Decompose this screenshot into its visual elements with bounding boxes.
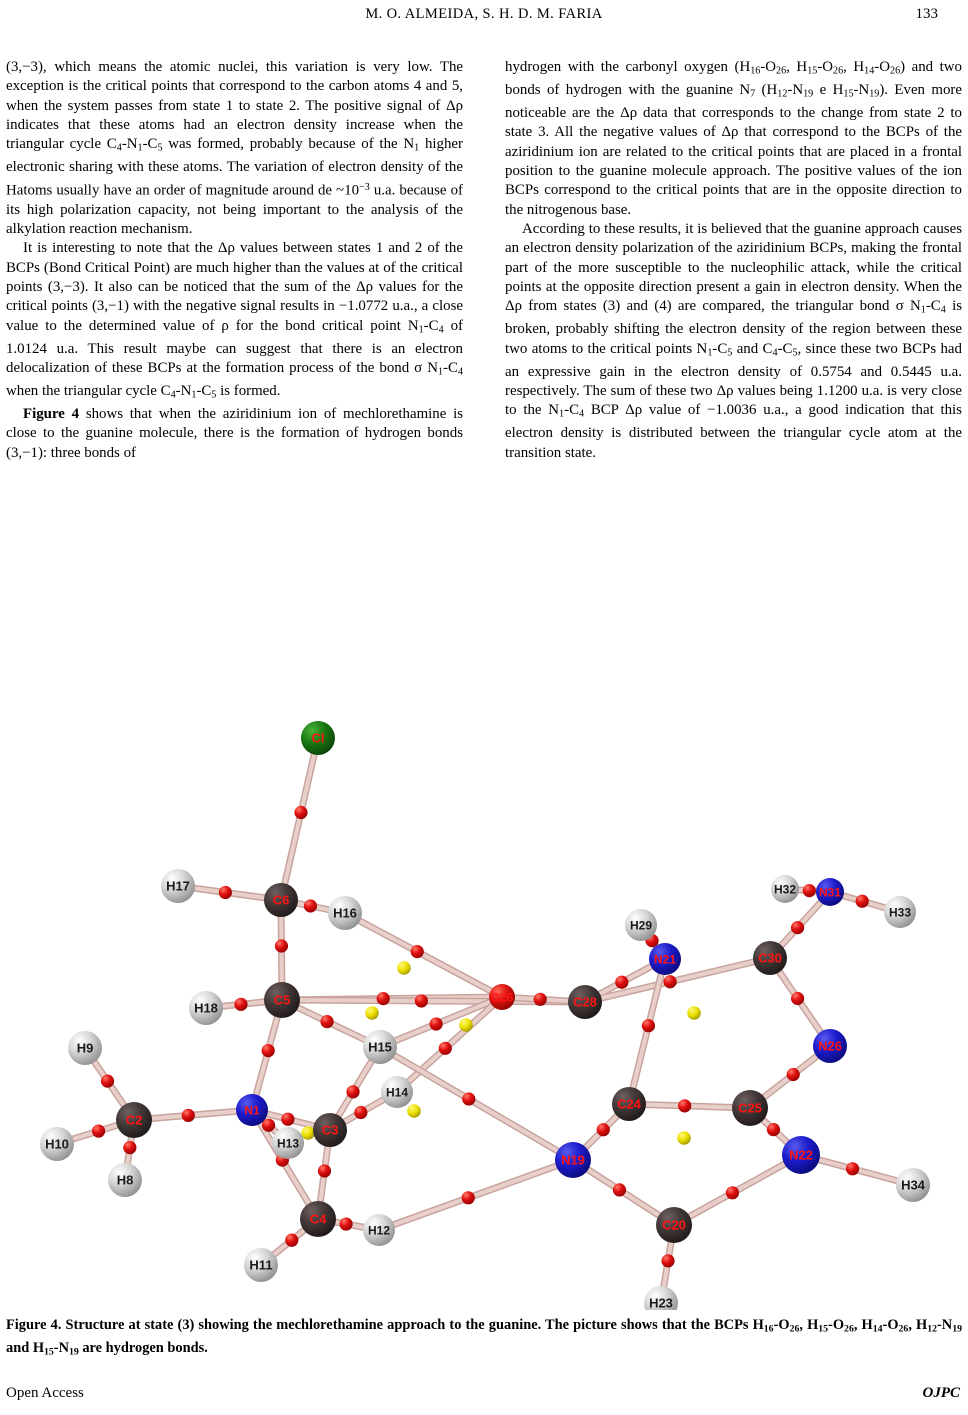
atom-label: C20 — [662, 1217, 686, 1233]
atom-label: H10 — [45, 1136, 69, 1152]
paragraph-2: It is interesting to note that the Δρ values between states 1 and 2 of the BCPs (Bond Critical Point) are much higher than the values at of the critical points (3,−3). It also can be noticed that the sum of the Δρ values for the critical points (3,−1) with the negative signal results in −1.0772 u.a., a close value to the determined value of ρ for the bond critical point $N_1-C_4$ of 1.0124 u.a. This result maybe can suggest that there is an electron delocalization of these BCPs at the formation process of the bond σ $N_1-C_4$ when the triangular cycle $C_4-N_1-C_5$ is formed. — [6, 240, 463, 401]
bond-critical-point — [411, 945, 424, 958]
atom-H18 — [189, 991, 223, 1025]
bond-critical-point — [439, 1042, 452, 1055]
atom-label: N21 — [653, 952, 677, 967]
atom-H13 — [272, 1127, 304, 1159]
atom-H12 — [363, 1214, 395, 1246]
running-head — [0, 2, 968, 32]
atom-label: N19 — [561, 1152, 585, 1168]
atom-label: H32 — [773, 882, 797, 897]
atom-label: N1 — [244, 1103, 260, 1118]
atom-N1 — [236, 1094, 268, 1126]
atom-N26 — [813, 1029, 847, 1063]
running-title: M. O. ALMEIDA, S. H. D. M. FARIA — [365, 6, 603, 22]
figure-4-molecular-structure — [0, 700, 968, 1310]
atom-C5 — [264, 982, 300, 1018]
bond-critical-point — [846, 1162, 859, 1175]
bond-critical-point — [462, 1092, 475, 1105]
atom-label: H18 — [194, 1000, 218, 1016]
atom-label: C3 — [321, 1122, 339, 1138]
atom-label: C6 — [272, 892, 290, 908]
atom-label: H33 — [888, 905, 912, 920]
bond-critical-point — [415, 994, 428, 1007]
bond-critical-point — [430, 1017, 443, 1030]
ring-critical-point — [301, 1126, 315, 1140]
bond-critical-point — [767, 1123, 780, 1136]
molecule-canvas — [0, 700, 968, 1310]
bond-layer — [57, 738, 913, 1303]
bond-critical-point — [262, 1044, 275, 1057]
ring-critical-point — [407, 1104, 421, 1118]
atom-label: H11 — [249, 1257, 273, 1273]
atom-label: H34 — [901, 1177, 925, 1193]
atom-H11 — [244, 1248, 278, 1282]
atom-C24 — [612, 1087, 646, 1121]
paragraph-3: Figure 4 shows that when the aziridinium ion of mechlorethamine is close to the guanine molecule, there is the formation of hydrogen bonds (3,−1): three bonds of — [6, 405, 464, 461]
atom-N21 — [649, 943, 681, 975]
bond-critical-point — [318, 1164, 331, 1177]
atom-label: H8 — [116, 1172, 134, 1188]
bond-highlight — [281, 738, 318, 900]
bond-critical-point — [462, 1191, 475, 1204]
bond-highlight — [379, 1160, 573, 1230]
page-number: 133 — [915, 6, 938, 22]
atom-C2 — [116, 1102, 152, 1138]
atom-label: C5 — [273, 992, 291, 1008]
bond-critical-point — [320, 1015, 333, 1028]
bond-critical-point-layer — [92, 806, 869, 1268]
bond-critical-point — [664, 975, 677, 988]
atom-N22 — [782, 1136, 820, 1174]
bond-critical-point — [285, 1234, 298, 1247]
atom-C3 — [313, 1113, 347, 1147]
bond-critical-point — [642, 1019, 655, 1032]
atom-O26 — [489, 984, 515, 1010]
atom-label: N31 — [818, 885, 842, 900]
figure-caption: Figure 4. Structure at state (3) showing the mechlorethamine approach to the guanine. The picture shows that the BCPs $H_{16}-O_{26}$, $H_{15}-O_{26}$, $H_{14}-O_{26}$, $H_{12}-N_{19}$ and $H_{15}-N_{19}$ are hydrogen bonds. — [6, 1317, 962, 1358]
body-text-left-column — [6, 58, 463, 463]
bond-critical-point — [534, 993, 547, 1006]
bond-critical-point — [856, 895, 869, 908]
page-footer — [0, 1385, 968, 1411]
atom-label: C2 — [125, 1112, 143, 1128]
ring-critical-point — [677, 1131, 691, 1145]
atom-C28 — [568, 985, 602, 1019]
bond-critical-point — [219, 886, 232, 899]
bond-critical-point — [678, 1099, 691, 1112]
atom-label: H16 — [333, 905, 357, 921]
atom-label: H14 — [385, 1085, 409, 1100]
atom-H16 — [328, 896, 362, 930]
atom-C20 — [656, 1207, 692, 1243]
paragraph-4: hydrogen with the carbonyl oxygen ($H_{16}-O_{26}$, $H_{15}-O_{26}$, $H_{14}-O_{26}$) and two bonds of hydrogen with the guanine $N_7$ ($H_{12}-N_{19}$ e $H_{15}-N_{19}$). Even more noticeable are the Δρ data that corresponds to the change from state 2 to state 3. All the negative values of Δρ that correspond to the BCPs of the aziridinium ion are related to the critical points that are placed in a frontal position to the guanine molecule approach. The positive values of the ion BCPs correspond to the critical points that are in the opposite direction to the nitrogenous base. — [505, 59, 962, 218]
bond-critical-point — [123, 1141, 136, 1154]
bond-critical-point — [281, 1113, 294, 1126]
bond-critical-point — [726, 1186, 739, 1199]
atom-H23 — [644, 1286, 678, 1310]
bond-critical-point — [92, 1124, 105, 1137]
ring-critical-point — [397, 961, 411, 975]
paragraph-1: (3,−3), which means the atomic nuclei, this variation is very low. The exception is the critical points that correspond to the carbon atoms 4 and 5, when the system passes from state 1 to state 2. The positive signal of Δρ indicates that these atoms had an electron density increase when the triangular cycle $C_4-N_1-C_5$ was formed, probably because of the $N_1$ higher electronic sharing with these atoms. The variation of electron density of the Hatoms usually have an order of magnitude around de $\sim 10^{-3}$ u.a. because of its high polarization capacity, not being important to the analysis of the alkylation reaction mechanism. — [6, 59, 464, 237]
bond-critical-point — [377, 992, 390, 1005]
bond-critical-point — [615, 976, 628, 989]
atom-label: N26 — [818, 1038, 842, 1054]
atom-H32 — [771, 875, 799, 903]
bond-critical-point — [354, 1106, 367, 1119]
atom-H34 — [896, 1168, 930, 1202]
bond-critical-point — [275, 939, 288, 952]
bond-critical-point — [791, 992, 804, 1005]
atom-N19 — [555, 1142, 591, 1178]
atom-label: H17 — [166, 878, 190, 894]
atom-N31 — [816, 878, 844, 906]
atom-label: H9 — [76, 1040, 94, 1056]
bond-critical-point — [613, 1183, 626, 1196]
atom-label: H13 — [276, 1136, 300, 1151]
atom-H29 — [625, 909, 657, 941]
bond-critical-point — [346, 1085, 359, 1098]
ring-critical-point — [687, 1006, 701, 1020]
atom-label: C4 — [309, 1211, 327, 1227]
atom-label: C28 — [573, 994, 597, 1010]
figure-reference: Figure 4 — [23, 405, 80, 422]
bond-critical-point — [182, 1109, 195, 1122]
ring-critical-point — [459, 1018, 473, 1032]
bond-critical-point — [294, 806, 307, 819]
bond-critical-point — [234, 998, 247, 1011]
atom-H14 — [381, 1076, 413, 1108]
atom-Cl7 — [301, 721, 335, 755]
atom-label: H23 — [649, 1295, 673, 1310]
bond-critical-point — [101, 1075, 114, 1088]
atom-C4 — [300, 1201, 336, 1237]
bond-critical-point — [304, 899, 317, 912]
atom-H9 — [68, 1031, 102, 1065]
atom-H10 — [40, 1127, 74, 1161]
atom-label: H29 — [629, 918, 653, 933]
paragraph-5: According to these results, it is believed that the guanine approach causes an electron density polarization of the aziridinium BCPs, making the frontal part of the more susceptible to the nucleophilic attack, while the critical points at the opposite direction present a gain in electron density. When the Δρ from states (3) and (4) are compared, the triangular bond σ $N_1-C_4$ is broken, probably shifting the electron density of the region between these two atoms to the critical points $N_1-C_5$ and $C_4-C_5$, since these two BCPs had an expressive gain in the electron density of 0.5754 and 0.5445 u.a. respectively. The sum of these two Δρ values being 1.1200 u.a. is very close to the $N_1-C_4$ BCP Δρ value of −1.0036 u.a., a good indication that this electron density is distributed between the triangular cycle atom at the transition state. — [505, 221, 963, 461]
body-text-right-column — [505, 58, 962, 463]
ring-critical-point — [365, 1006, 379, 1020]
atom-H8 — [108, 1163, 142, 1197]
atom-C6 — [264, 883, 298, 917]
bond-critical-point — [791, 921, 804, 934]
bond-highlight — [345, 913, 502, 997]
atom-label: H12 — [367, 1223, 391, 1238]
atom-label: C25 — [738, 1100, 762, 1116]
atom-H17 — [161, 869, 195, 903]
atom-C30 — [753, 941, 787, 975]
bond-critical-point — [597, 1123, 610, 1136]
atom-label: C30 — [758, 950, 782, 966]
journal-abbreviation: OJPC — [922, 1385, 960, 1401]
atom-C25 — [732, 1090, 768, 1126]
atom-H33 — [884, 896, 916, 928]
bond-critical-point — [661, 1254, 674, 1267]
bond-critical-point — [803, 884, 816, 897]
bond-highlight — [380, 1047, 573, 1160]
atom-label: C24 — [617, 1096, 641, 1112]
atom-H15 — [363, 1030, 397, 1064]
open-access-label: Open Access — [6, 1385, 84, 1401]
atom-label: H15 — [368, 1039, 392, 1055]
atom-label: O26 — [490, 990, 514, 1005]
bond-critical-point — [339, 1217, 352, 1230]
atom-label: Cl — [311, 730, 325, 746]
bond-critical-point — [787, 1068, 800, 1081]
atom-label: N22 — [789, 1147, 813, 1163]
